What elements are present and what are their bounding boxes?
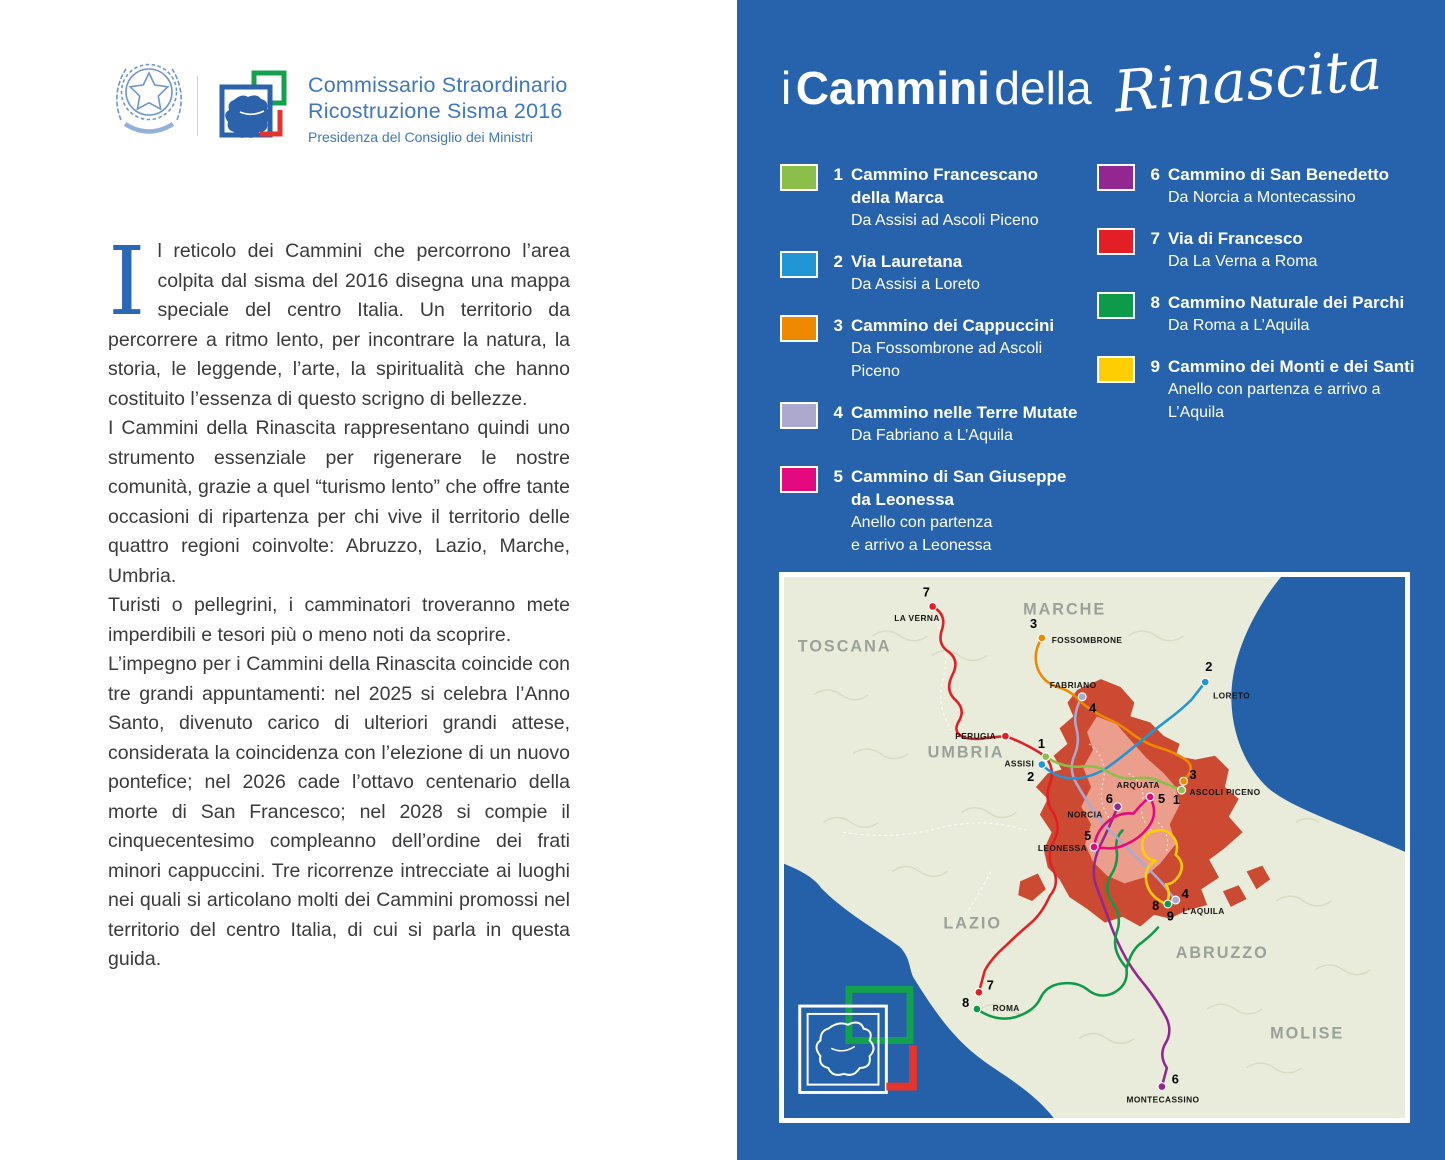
num-assisi-1: 1: [1037, 735, 1046, 751]
legend-sub: Da Roma a L’Aquila: [1168, 317, 1310, 334]
legend-swatch-4: [780, 402, 818, 429]
num-laquila-4: 4: [1181, 886, 1189, 902]
page-title: [781, 36, 1385, 126]
legend-title: Cammino Naturale dei Parchi: [1168, 293, 1405, 312]
marker-norcia: [1114, 803, 1122, 811]
marker-montecassino: [1158, 1083, 1166, 1091]
num-laquila-9: 9: [1166, 908, 1174, 924]
marker-roma-8: [973, 1005, 981, 1013]
marker-assisi-2: [1038, 761, 1046, 769]
marker-laquila-4: [1172, 896, 1180, 904]
legend-sub: Da Norcia a Montecassino: [1168, 189, 1356, 206]
title-bold: Cammini: [795, 62, 990, 114]
city-loreto: LORETO: [1213, 690, 1251, 701]
trails-map: [779, 572, 1410, 1123]
legend-text-4: [851, 401, 1085, 447]
legend-sub: Anello con partenza e arrivo a L’Aquila: [1168, 381, 1381, 421]
legend-text-5: [851, 465, 1085, 557]
legend-item-8: [1097, 291, 1437, 337]
marker-la-verna: [929, 603, 937, 611]
legend-num-4: 4: [833, 403, 843, 422]
title-prefix: i: [781, 62, 792, 114]
city-fossombrone: FOSSOMBRONE: [1051, 634, 1123, 645]
legend-sub: Da Fossombrone ad Ascoli Piceno: [851, 340, 1043, 380]
city-fabriano: FABRIANO: [1049, 679, 1097, 690]
legend-swatch-2: [780, 251, 818, 278]
legend-swatch-1: [780, 164, 818, 191]
legend-num-3: 3: [833, 316, 843, 335]
city-montecassino: MONTECASSINO: [1126, 1094, 1200, 1105]
city-la-verna: LA VERNA: [894, 613, 940, 624]
legend-title2: da Leonessa: [851, 490, 954, 509]
num-arquata: 5: [1157, 790, 1166, 806]
header-divider: [197, 76, 198, 136]
legend-num-9: 9: [1150, 357, 1160, 376]
title-middle: della: [994, 62, 1092, 114]
emblem-icon: [110, 56, 188, 140]
region-abruzzo: ABRUZZO: [1175, 943, 1269, 962]
legend-column-1: [780, 163, 1085, 575]
city-roma: ROMA: [992, 1002, 1020, 1013]
legend-title: Cammino nelle Terre Mutate: [851, 403, 1078, 422]
agency-subline: Presidenza del Consiglio dei Ministri: [308, 129, 533, 145]
legend-item-7: [1097, 227, 1437, 273]
city-ascoli: ASCOLI PICENO: [1189, 786, 1261, 797]
region-lazio: LAZIO: [943, 914, 1002, 933]
marker-leonessa: [1090, 843, 1098, 851]
paragraph-1-text: l reticolo dei Cammini che percorrono l’area colpita dal sisma del 2016 disegna una mappa speciale del centro Italia. Un territorio da percorrere a ritmo lento, per incontrare la natura, la storia, le leggende, l’arte, la spiritualità che hanno costituito l’essenza di questo scrigno di bellezze.: [108, 240, 570, 410]
marker-roma-7: [975, 988, 983, 996]
paragraph-3: Turisti o pellegrini, i camminatori troveranno mete imperdibili e tesori più o meno noti da scoprire.: [108, 594, 570, 646]
legend-text-3: [851, 314, 1085, 383]
legend-text-2: [851, 250, 1085, 296]
marker-loreto: [1201, 678, 1209, 686]
legend-item-4: [780, 401, 1085, 447]
city-leonessa: LEONESSA: [1037, 842, 1088, 853]
marker-assisi-1: [1042, 753, 1050, 761]
num-assisi-2: 2: [1027, 769, 1035, 785]
num-loreto: 2: [1205, 659, 1213, 675]
num-laquila-8: 8: [1152, 897, 1160, 913]
legend-title: Cammino dei Monti e dei Santi: [1168, 357, 1415, 376]
legend-title2: della Marca: [851, 188, 944, 207]
num-leonessa: 5: [1084, 828, 1092, 844]
legend-sub: Da Assisi a Loreto: [851, 276, 980, 293]
map-svg: [784, 577, 1405, 1118]
num-la-verna: 7: [922, 584, 930, 600]
paragraph-4: L’impegno per i Cammini della Rinascita coincide con tre grandi appuntamenti: nel 2025 si celebra l’Anno Santo, divenuto carico di ulteriori grandi attese, considerata la coincidenza con l’elezione di un nuovo pontefice; nel 2026 cade l’ottavo centenario della morte di San Francesco; nel 2028 si compie il cinquecentesimo compleanno dell’ordine dei frati minori cappuccini. Tre ricorrenze intrecciate ai luoghi nei quali si articolano molti dei Cammini promossi nel territorio del centro Italia, di cui si parla in questa guida.: [108, 653, 570, 970]
paragraph-2: I Cammini della Rinascita rappresentano quindi uno strumento essenziale per rigenerare le nostre comunità, grazie a quel “turismo lento” che offre tante occasioni di ripartenza per chi vive il territorio delle quattro regioni coinvolte: Abruzzo, Lazio, Marche, Umbria.: [108, 417, 570, 587]
legend-swatch-3: [780, 315, 818, 342]
legend-num-8: 8: [1150, 293, 1160, 312]
num-roma-7: 7: [986, 977, 994, 993]
city-arquata: ARQUATA: [1116, 780, 1160, 791]
legend-num-2: 2: [833, 252, 843, 271]
legend-title: Via di Francesco: [1168, 229, 1303, 248]
legend-num-7: 7: [1150, 229, 1160, 248]
num-fabriano: 4: [1089, 700, 1097, 716]
region-umbria: UMBRIA: [927, 743, 1005, 762]
region-toscana: TOSCANA: [797, 637, 892, 656]
legend-item-3: [780, 314, 1085, 383]
legend-sub: Anello con partenza: [851, 514, 993, 531]
commissario-logo-icon: [218, 70, 290, 142]
num-fossombrone: 3: [1030, 616, 1038, 632]
legend-column-2: [1097, 163, 1437, 442]
num-norcia: 6: [1105, 790, 1113, 806]
legend-swatch-9: [1097, 356, 1135, 383]
legend-swatch-5: [780, 466, 818, 493]
city-assisi: ASSISI: [1004, 758, 1035, 769]
legend-sub2: e arrivo a Leonessa: [851, 537, 992, 554]
agency-header: [308, 72, 568, 147]
paragraph-1: [108, 227, 570, 414]
marker-arquata: [1146, 793, 1154, 801]
legend-num-1: 1: [833, 165, 843, 184]
num-ascoli-3: 3: [1189, 767, 1197, 783]
num-montecassino: 6: [1171, 1071, 1179, 1087]
agency-line1: Commissario Straordinario: [308, 73, 568, 97]
legend-title: Cammino dei Cappuccini: [851, 316, 1055, 335]
legend-num-5: 5: [833, 467, 843, 486]
legend-sub: Da La Verna a Roma: [1168, 253, 1318, 270]
legend-title: Cammino di San Benedetto: [1168, 165, 1390, 184]
right-page: [737, 0, 1445, 1160]
legend-text-6: [1168, 163, 1437, 209]
legend-text-7: [1168, 227, 1437, 273]
legend-item-2: [780, 250, 1085, 296]
legend-swatch-6: [1097, 164, 1135, 191]
legend-sub: Da Assisi ad Ascoli Piceno: [851, 212, 1039, 229]
marker-fabriano: [1078, 693, 1086, 701]
region-molise: MOLISE: [1270, 1024, 1345, 1043]
dropcap: I: [108, 227, 146, 337]
title-script: Rinascita: [1111, 36, 1385, 126]
legend-text-9: [1168, 355, 1437, 424]
agency-line2: Ricostruzione Sisma 2016: [308, 99, 563, 123]
commissario-logo: [218, 70, 290, 147]
article-body: [108, 227, 570, 975]
legend-title: Via Lauretana: [851, 252, 963, 271]
marker-laquila-8: [1164, 900, 1172, 908]
region-marche: MARCHE: [1023, 600, 1107, 619]
legend-text-1: [851, 163, 1085, 232]
legend-swatch-8: [1097, 292, 1135, 319]
legend-sub: Da Fabriano a L’Aquila: [851, 427, 1013, 444]
legend-item-6: [1097, 163, 1437, 209]
legend-item-1: [780, 163, 1085, 232]
city-norcia: NORCIA: [1067, 809, 1103, 820]
italian-republic-emblem: [110, 56, 188, 145]
city-perugia: PERUGIA: [955, 731, 997, 742]
marker-perugia: [1001, 732, 1009, 740]
marker-fossombrone: [1038, 634, 1046, 642]
legend-text-8: [1168, 291, 1437, 337]
legend-num-6: 6: [1150, 165, 1160, 184]
legend-title: Cammino Francescano: [851, 165, 1039, 184]
legend-title: Cammino di San Giuseppe: [851, 467, 1067, 486]
legend-swatch-7: [1097, 228, 1135, 255]
num-ascoli-1: 1: [1172, 791, 1180, 807]
num-roma-8: 8: [962, 995, 970, 1011]
legend-item-5: [780, 465, 1085, 557]
city-laquila: L’AQUILA: [1182, 905, 1225, 916]
legend-item-9: [1097, 355, 1437, 424]
marker-ascoli-3: [1180, 777, 1188, 785]
